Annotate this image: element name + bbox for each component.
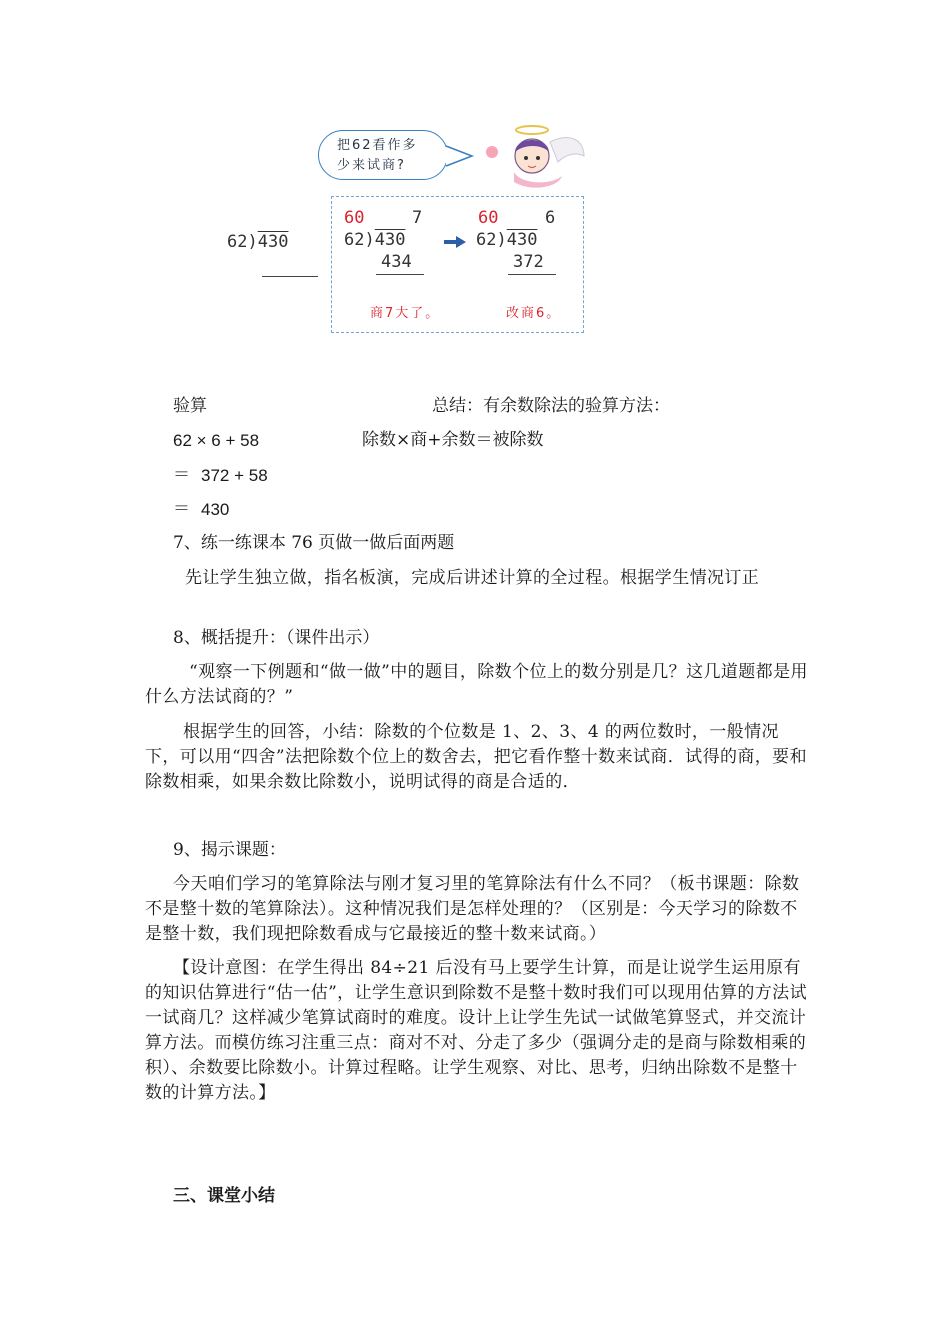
section-8-quote: “观察一下例题和“做一做”中的题目，除数个位上的数分别是几？这几道题都是用什么方法试商的？” <box>145 662 808 707</box>
estimate2-division: 62)430 <box>476 230 538 250</box>
estimate1-quotient: 7 <box>412 208 423 228</box>
estimate2-dividend: 430 <box>506 230 538 250</box>
plain-divisor: 62 <box>227 232 248 252</box>
estimate1-dividend: 430 <box>374 230 406 250</box>
section-9-body: 今天咱们学习的笔算除法与刚才复习里的笔算除法有什么不同？（板书课题：除数不是整十数的笔算除法）。这种情况我们是怎样处理的？（区别是：今天学习的除数不是整十数，我们现把除数看成与它最接近的整十数来试商。） <box>145 874 800 944</box>
estimate2-note: 改商6。 <box>506 306 562 321</box>
check-formula: 除数×商+余数＝被除数 <box>362 430 544 450</box>
estimate2-line <box>508 274 556 275</box>
estimate2-divisor: 62 <box>476 230 497 250</box>
estimate1-line <box>376 274 424 275</box>
check-line-1: 62 × 6 + 58 <box>173 431 260 450</box>
section-9-title: 9、揭示课题： <box>173 840 286 860</box>
section-3-heading: 三、课堂小结 <box>173 1186 275 1206</box>
estimate2-quotient: 6 <box>545 208 556 228</box>
plain-division: 62)430 <box>227 232 289 252</box>
section-7-title: 7、练一练课本 76 页做一做后面两题 <box>173 533 455 553</box>
estimate2-round: 60 <box>478 208 499 228</box>
arrow-right-icon <box>442 234 468 250</box>
design-intent: 【设计意图：在学生得出 84÷21 后没有马上要学生计算，而是让说学生运用原有的知识估算进行“估一估”，让学生意识到除数不是整十数时我们可以现用估算的方法试一试商几？这样减少笔算试商时的难度。设计上让学生先试一试做笔算竖式，并交流计算方法。而模仿练习注重三点：商对不对、分走了多少（强调分走的是商与除数相乘的积）、余数要比除数小。计算过程略。让学生观察、对比、思考，归纳出除数不是整十数的计算方法。】 <box>145 958 807 1103</box>
plain-dividend: 430 <box>257 232 289 252</box>
summary-heading: 总结：有余数除法的验算方法： <box>432 396 670 416</box>
estimate1-divisor: 62 <box>344 230 365 250</box>
check-label: 验算 <box>173 396 207 416</box>
estimate1-product: 434 <box>381 252 412 272</box>
check-line-2-eq: ＝ <box>173 465 190 485</box>
estimate1-note: 商7大了。 <box>370 306 441 321</box>
check-line-3: 430 <box>201 500 230 519</box>
check-line-3-eq: ＝ <box>173 499 190 519</box>
plain-answer-line <box>262 276 318 277</box>
bubble-tail <box>440 140 480 170</box>
section-8-title: 8、概括提升：（课件出示） <box>173 628 380 648</box>
estimate1-division: 62)430 <box>344 230 406 250</box>
estimate1-round: 60 <box>344 208 365 228</box>
bubble-line-2: 少来试商? <box>337 158 406 173</box>
speech-bubble <box>318 130 448 180</box>
section-7-body: 先让学生独立做，指名板演，完成后讲述计算的全过程。根据学生情况订正 <box>185 568 760 588</box>
angel-figure-icon <box>480 122 588 192</box>
estimate2-product: 372 <box>513 252 544 272</box>
bubble-line-1: 把62看作多 <box>337 138 418 153</box>
check-line-2: 372 + 58 <box>201 466 268 485</box>
section-8-body: 根据学生的回答，小结：除数的个位数是 1、2、3、4 的两位数时，一般情况下，可以用“四舍”法把除数个位上的数舍去，把它看作整十数来试商．试得的商，要和除数相乘，如果余数比除数小，说明试得的商是合适的． <box>145 722 807 792</box>
